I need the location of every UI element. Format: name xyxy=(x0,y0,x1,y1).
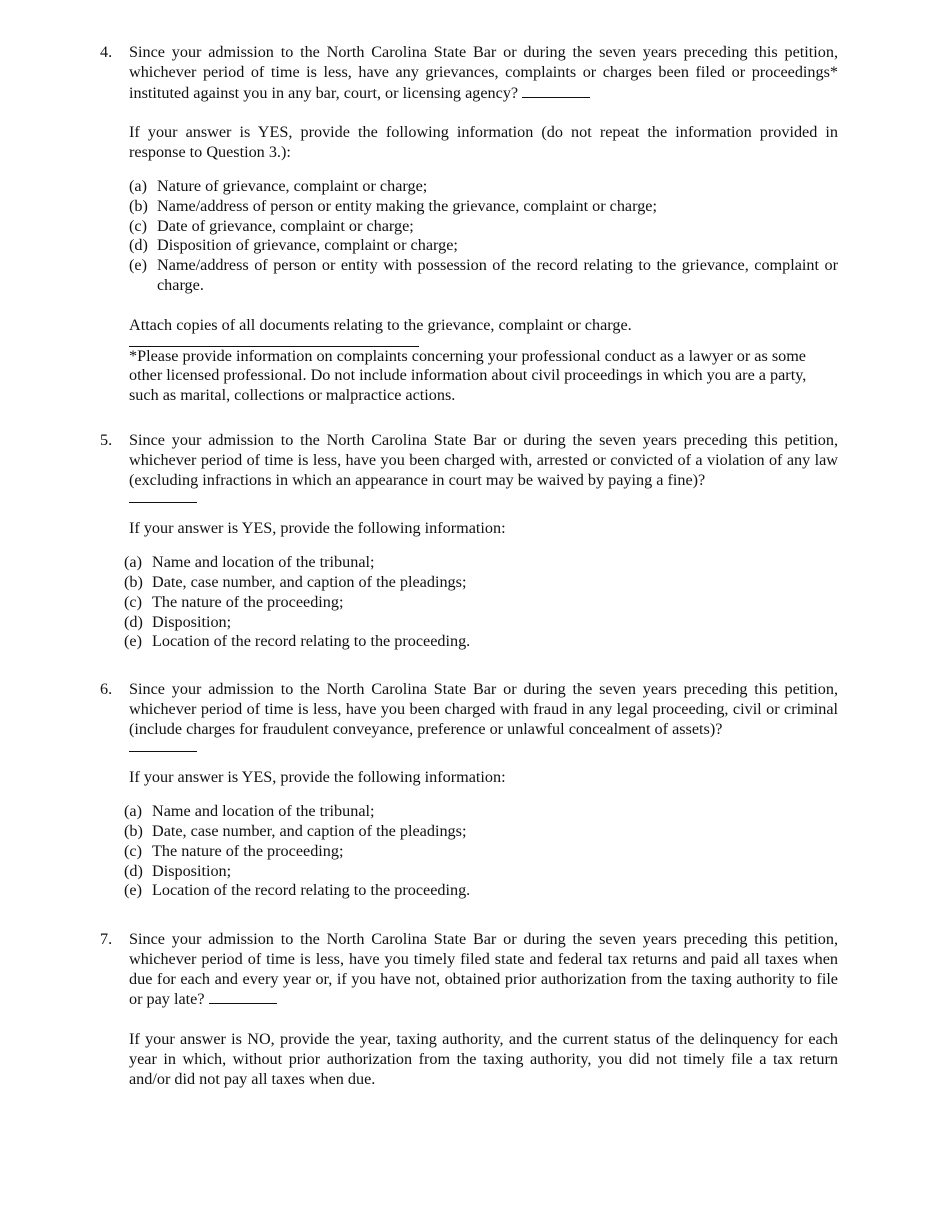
question-text: Since your admission to the North Carolina State Bar or during the seven years preceding this petition, whichever period of time is less, have you been charged with, arrested or convicted of a violation of any law (excluding infractions in which an appearance in court may be waived by paying a fine)? xyxy=(129,431,838,489)
list-item: (b) Date, case number, and caption of the pleadings; xyxy=(124,572,467,591)
question-6 xyxy=(100,680,838,901)
list-item: (e) Location of the record relating to the proceeding. xyxy=(124,632,471,651)
list-item: (d) Disposition; xyxy=(124,612,232,631)
question-text: Since your admission to the North Carolina State Bar or during the seven years preceding this petition, whichever period of time is less, have you timely filed state and federal tax returns and paid all taxes when due for each and every year or, if you have not, obtained prior authorization from the taxing authority to file or pay late? xyxy=(129,930,838,1009)
question-7 xyxy=(100,930,838,1090)
question-instruction: If your answer is YES, provide the following information: xyxy=(129,519,506,538)
question-instruction: If your answer is YES, provide the following information (do not repeat the information provided in response to Question 3.): xyxy=(129,123,838,162)
question-text: Since your admission to the North Carolina State Bar or during the seven years preceding this petition, whichever period of time is less, have you been charged with fraud in any legal proceeding, civil or criminal (include charges for fraudulent conveyance, preference or unlawful concealment of assets)? xyxy=(129,680,838,738)
list-item: (b) Date, case number, and caption of the pleadings; xyxy=(124,821,467,840)
question-instruction: If your answer is YES, provide the following information: xyxy=(129,768,506,787)
list-item: (c) The nature of the proceeding; xyxy=(124,592,344,611)
answer-blank[interactable] xyxy=(209,989,277,1004)
list-item: (a) Nature of grievance, complaint or charge; xyxy=(129,176,428,195)
info-list xyxy=(124,553,838,652)
question-number: 7. xyxy=(100,930,113,948)
info-list xyxy=(129,177,838,296)
question-5 xyxy=(100,431,838,652)
list-item: (c) The nature of the proceeding; xyxy=(124,841,344,860)
list-item: (b) Name/address of person or entity making the grievance, complaint or charge; xyxy=(129,196,657,215)
list-item: (a) Name and location of the tribunal; xyxy=(124,802,375,821)
question-4 xyxy=(100,43,838,406)
question-number: 5. xyxy=(100,431,113,449)
list-item: (e) Name/address of person or entity with possession of the record relating to the grievance, complaint or charge. xyxy=(129,256,838,294)
answer-blank[interactable] xyxy=(129,490,197,503)
answer-blank[interactable] xyxy=(522,83,590,98)
footnote: *Please provide information on complaints concerning your professional conduct as a lawyer or as some other licensed professional. Do not include information about civil proceedings in which you are a party, such as marital, collections or malpractice actions. xyxy=(129,346,807,405)
attach-note: Attach copies of all documents relating to the grievance, complaint or charge. xyxy=(129,315,632,334)
question-instruction: If your answer is NO, provide the year, taxing authority, and the current status of the delinquency for each year in which, without prior authorization from the taxing authority, you did not timely file a tax return and/or did not pay all taxes when due. xyxy=(129,1030,838,1088)
list-item: (d) Disposition; xyxy=(124,861,232,880)
question-number: 6. xyxy=(100,680,113,698)
list-item: (c) Date of grievance, complaint or charge; xyxy=(129,216,414,235)
list-item: (a) Name and location of the tribunal; xyxy=(124,553,375,572)
list-item: (e) Location of the record relating to the proceeding. xyxy=(124,881,471,900)
answer-blank[interactable] xyxy=(129,739,197,752)
list-item: (d) Disposition of grievance, complaint or charge; xyxy=(129,236,458,255)
question-text: Since your admission to the North Carolina State Bar or during the seven years preceding this petition, whichever period of time is less, have any grievances, complaints or charges been filed or proceedings* instituted against you in any bar, court, or licensing agency? xyxy=(129,43,838,102)
info-list xyxy=(124,802,838,901)
question-number: 4. xyxy=(100,43,113,61)
